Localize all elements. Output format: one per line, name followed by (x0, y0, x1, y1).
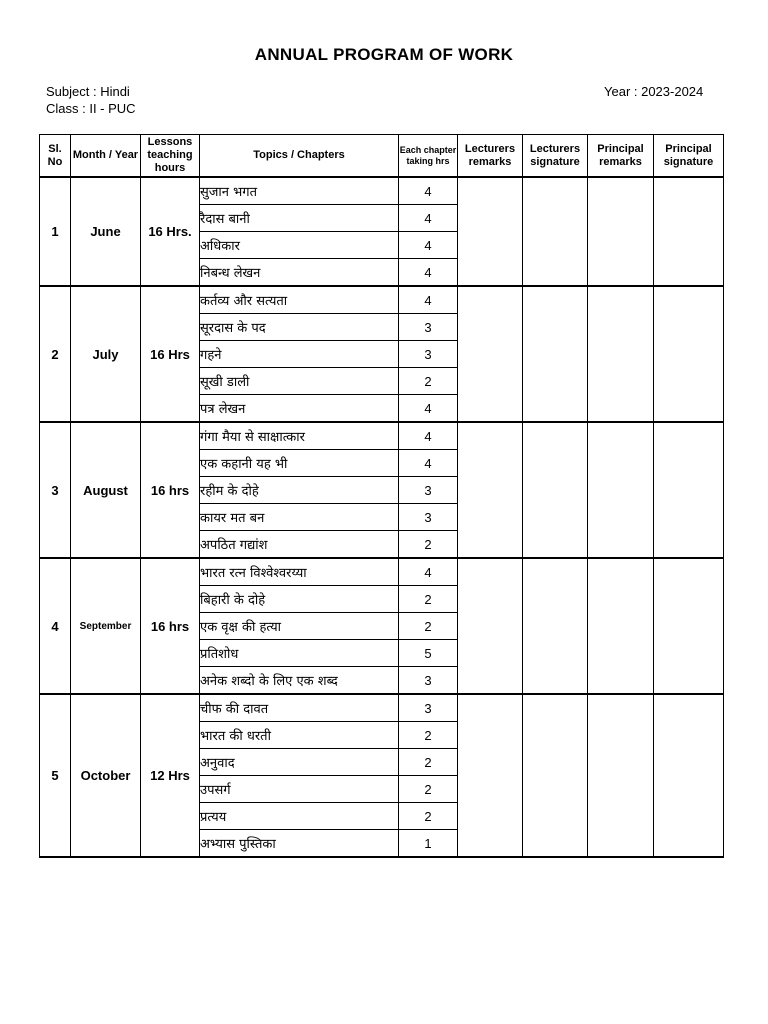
lecturers-signature-cell (523, 694, 588, 857)
topic-cell: सूखी डाली (200, 368, 399, 395)
year-label: Year : 2023-2024 (604, 84, 704, 99)
chapter-hours-cell: 3 (399, 477, 458, 504)
topic-cell: सुजान भगत (200, 177, 399, 205)
chapter-hours-cell: 2 (399, 803, 458, 830)
month-cell: September (71, 558, 141, 694)
lecturers-remarks-cell (458, 694, 523, 857)
chapter-hours-cell: 2 (399, 776, 458, 803)
topic-cell: गंगा मैया से साक्षात्कार (200, 422, 399, 450)
class-label: Class : II - PUC (46, 101, 136, 116)
sl-no-cell: 4 (40, 558, 71, 694)
chapter-hours-cell: 4 (399, 232, 458, 259)
table-row (40, 177, 724, 205)
principal-remarks-cell (588, 177, 654, 286)
month-cell: August (71, 422, 141, 558)
principal-signature-cell (654, 558, 724, 694)
topic-cell: अभ्यास पुस्तिका (200, 830, 399, 858)
chapter-hours-cell: 4 (399, 422, 458, 450)
topic-cell: भारत की धरती (200, 722, 399, 749)
topic-cell: अपठित गद्यांश (200, 531, 399, 559)
sl-no-cell: 2 (40, 286, 71, 422)
principal-signature-cell (654, 422, 724, 558)
lecturers-remarks-cell (458, 422, 523, 558)
chapter-hours-cell: 4 (399, 177, 458, 205)
table-row (40, 558, 724, 586)
chapter-hours-cell: 4 (399, 205, 458, 232)
lecturers-remarks-cell (458, 286, 523, 422)
chapter-hours-cell: 2 (399, 749, 458, 776)
lecturers-signature-cell (523, 558, 588, 694)
chapter-hours-cell: 3 (399, 694, 458, 722)
header-lessons: Lessons teaching hours (141, 135, 200, 178)
principal-signature-cell (654, 286, 724, 422)
topic-cell: चीफ की दावत (200, 694, 399, 722)
sl-no-cell: 3 (40, 422, 71, 558)
topic-cell: उपसर्ग (200, 776, 399, 803)
principal-signature-cell (654, 694, 724, 857)
header-lecturers-signature: Lecturers signature (523, 135, 588, 178)
topic-cell: निबन्ध लेखन (200, 259, 399, 287)
topic-cell: कर्तव्य और सत्यता (200, 286, 399, 314)
topic-cell: एक वृक्ष की हत्या (200, 613, 399, 640)
principal-remarks-cell (588, 286, 654, 422)
topic-cell: अनेक शब्दो के लिए एक शब्द (200, 667, 399, 695)
lecturers-signature-cell (523, 286, 588, 422)
lesson-hours-cell: 16 hrs (141, 422, 200, 558)
subject-label: Subject : Hindi (46, 84, 130, 99)
topic-cell: रैदास बानी (200, 205, 399, 232)
header-slno: Sl. No (40, 135, 71, 178)
principal-remarks-cell (588, 422, 654, 558)
table-body (40, 177, 724, 857)
principal-remarks-cell (588, 694, 654, 857)
table-row (40, 286, 724, 314)
topic-cell: अधिकार (200, 232, 399, 259)
chapter-hours-cell: 4 (399, 395, 458, 423)
chapter-hours-cell: 3 (399, 341, 458, 368)
topic-cell: अनुवाद (200, 749, 399, 776)
chapter-hours-cell: 4 (399, 450, 458, 477)
page-title: ANNUAL PROGRAM OF WORK (254, 45, 514, 64)
header-principal-signature: Principal signature (654, 135, 724, 178)
lecturers-signature-cell (523, 177, 588, 286)
table-row (40, 422, 724, 450)
lecturers-signature-cell (523, 422, 588, 558)
principal-signature-cell (654, 177, 724, 286)
table-row (40, 694, 724, 722)
topic-cell: गहने (200, 341, 399, 368)
topic-cell: पत्र लेखन (200, 395, 399, 423)
lesson-hours-cell: 16 Hrs. (141, 177, 200, 286)
chapter-hours-cell: 3 (399, 314, 458, 341)
program-table (39, 134, 724, 858)
topic-cell: बिहारी के दोहे (200, 586, 399, 613)
chapter-hours-cell: 3 (399, 504, 458, 531)
header-each-chapter-hrs: Each chapter taking hrs (399, 135, 458, 178)
chapter-hours-cell: 2 (399, 586, 458, 613)
topic-cell: भारत रत्न विश्वेश्वरय्या (200, 558, 399, 586)
chapter-hours-cell: 4 (399, 286, 458, 314)
header-principal-remarks: Principal remarks (588, 135, 654, 178)
topic-cell: कायर मत बन (200, 504, 399, 531)
chapter-hours-cell: 3 (399, 667, 458, 695)
lecturers-remarks-cell (458, 558, 523, 694)
topic-cell: प्रतिशोध (200, 640, 399, 667)
chapter-hours-cell: 2 (399, 368, 458, 395)
chapter-hours-cell: 2 (399, 531, 458, 559)
table-header (40, 135, 724, 178)
chapter-hours-cell: 2 (399, 613, 458, 640)
principal-remarks-cell (588, 558, 654, 694)
lecturers-remarks-cell (458, 177, 523, 286)
header-lecturers-remarks: Lecturers remarks (458, 135, 523, 178)
sl-no-cell: 5 (40, 694, 71, 857)
lesson-hours-cell: 12 Hrs (141, 694, 200, 857)
chapter-hours-cell: 1 (399, 830, 458, 858)
topic-cell: रहीम के दोहे (200, 477, 399, 504)
lesson-hours-cell: 16 hrs (141, 558, 200, 694)
topic-cell: प्रत्यय (200, 803, 399, 830)
header-month: Month / Year (71, 135, 141, 178)
topic-cell: एक कहानी यह भी (200, 450, 399, 477)
month-cell: June (71, 177, 141, 286)
lesson-hours-cell: 16 Hrs (141, 286, 200, 422)
chapter-hours-cell: 4 (399, 259, 458, 287)
chapter-hours-cell: 2 (399, 722, 458, 749)
month-cell: July (71, 286, 141, 422)
month-cell: October (71, 694, 141, 857)
sl-no-cell: 1 (40, 177, 71, 286)
chapter-hours-cell: 4 (399, 558, 458, 586)
chapter-hours-cell: 5 (399, 640, 458, 667)
topic-cell: सूरदास के पद (200, 314, 399, 341)
header-topics: Topics / Chapters (200, 135, 399, 178)
